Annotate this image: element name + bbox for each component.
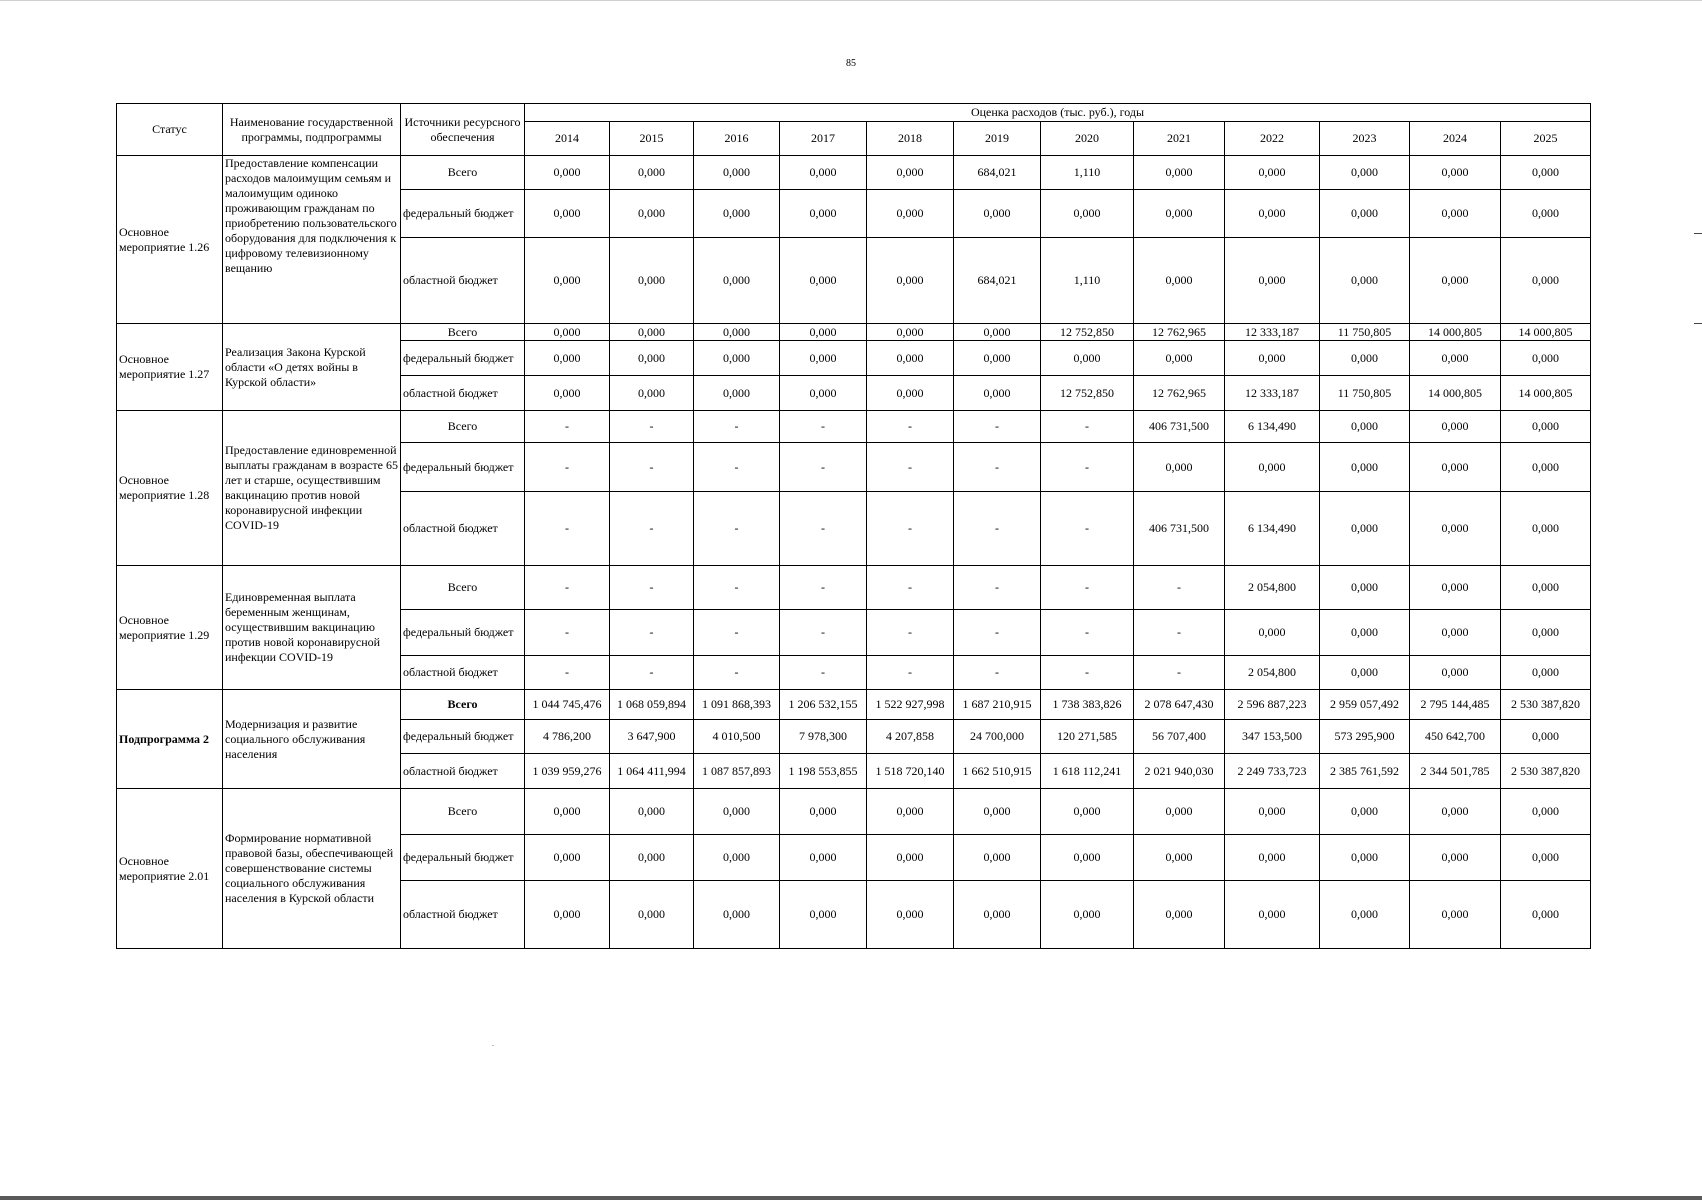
value-cell: - bbox=[1041, 492, 1134, 566]
value-cell: 0,000 bbox=[867, 341, 954, 376]
value-cell: 1 206 532,155 bbox=[780, 690, 867, 720]
value-cell: - bbox=[610, 610, 694, 656]
source-cell: федеральный бюджет bbox=[401, 835, 525, 881]
header-year: 2015 bbox=[610, 122, 694, 156]
value-cell: - bbox=[525, 411, 610, 443]
value-cell: 14 000,805 bbox=[1410, 324, 1501, 341]
source-cell: Всего bbox=[401, 566, 525, 610]
value-cell: 0,000 bbox=[1134, 835, 1225, 881]
value-cell: 0,000 bbox=[1225, 238, 1320, 324]
program-name-cell: Модернизация и развитие социального обслуживания населения bbox=[223, 690, 401, 789]
value-cell: 2 021 940,030 bbox=[1134, 754, 1225, 789]
value-cell: - bbox=[694, 610, 780, 656]
value-cell: 1 662 510,915 bbox=[954, 754, 1041, 789]
value-cell: 2 959 057,492 bbox=[1320, 690, 1410, 720]
header-year: 2019 bbox=[954, 122, 1041, 156]
value-cell: - bbox=[1134, 610, 1225, 656]
value-cell: 450 642,700 bbox=[1410, 720, 1501, 754]
value-cell: 1 518 720,140 bbox=[867, 754, 954, 789]
value-cell: 0,000 bbox=[780, 376, 867, 411]
value-cell: 0,000 bbox=[867, 190, 954, 238]
value-cell: 0,000 bbox=[694, 835, 780, 881]
value-cell: 24 700,000 bbox=[954, 720, 1041, 754]
value-cell: 0,000 bbox=[1410, 156, 1501, 190]
value-cell: - bbox=[694, 492, 780, 566]
value-cell: 2 596 887,223 bbox=[1225, 690, 1320, 720]
value-cell: 11 750,805 bbox=[1320, 324, 1410, 341]
value-cell: 0,000 bbox=[610, 881, 694, 949]
value-cell: 12 752,850 bbox=[1041, 376, 1134, 411]
value-cell: 0,000 bbox=[525, 835, 610, 881]
source-cell: федеральный бюджет bbox=[401, 443, 525, 492]
value-cell: 0,000 bbox=[1134, 238, 1225, 324]
value-cell: 0,000 bbox=[610, 341, 694, 376]
header-year: 2023 bbox=[1320, 122, 1410, 156]
value-cell: 0,000 bbox=[1501, 835, 1591, 881]
value-cell: 0,000 bbox=[1501, 341, 1591, 376]
value-cell: - bbox=[867, 610, 954, 656]
value-cell: - bbox=[525, 610, 610, 656]
value-cell: - bbox=[867, 492, 954, 566]
value-cell: 0,000 bbox=[525, 190, 610, 238]
value-cell: 0,000 bbox=[954, 190, 1041, 238]
value-cell: 0,000 bbox=[1320, 789, 1410, 835]
value-cell: 3 647,900 bbox=[610, 720, 694, 754]
value-cell: 0,000 bbox=[1041, 789, 1134, 835]
source-cell: Всего bbox=[401, 324, 525, 341]
value-cell: 2 249 733,723 bbox=[1225, 754, 1320, 789]
value-cell: 0,000 bbox=[525, 881, 610, 949]
value-cell: - bbox=[780, 566, 867, 610]
value-cell: - bbox=[525, 656, 610, 690]
value-cell: 1 039 959,276 bbox=[525, 754, 610, 789]
value-cell: 2 054,800 bbox=[1225, 566, 1320, 610]
value-cell: 0,000 bbox=[1501, 881, 1591, 949]
value-cell: 0,000 bbox=[525, 789, 610, 835]
value-cell: - bbox=[1041, 656, 1134, 690]
value-cell: - bbox=[1134, 656, 1225, 690]
value-cell: 1 687 210,915 bbox=[954, 690, 1041, 720]
value-cell: 0,000 bbox=[1501, 443, 1591, 492]
value-cell: 0,000 bbox=[1501, 238, 1591, 324]
value-cell: 0,000 bbox=[1410, 411, 1501, 443]
value-cell: 0,000 bbox=[1501, 492, 1591, 566]
value-cell: 1 087 857,893 bbox=[694, 754, 780, 789]
value-cell: 0,000 bbox=[1410, 656, 1501, 690]
value-cell: 0,000 bbox=[1134, 881, 1225, 949]
value-cell: 0,000 bbox=[694, 156, 780, 190]
value-cell: 1 064 411,994 bbox=[610, 754, 694, 789]
value-cell: 0,000 bbox=[1501, 789, 1591, 835]
value-cell: 56 707,400 bbox=[1134, 720, 1225, 754]
value-cell: 0,000 bbox=[1134, 190, 1225, 238]
value-cell: 0,000 bbox=[694, 238, 780, 324]
value-cell: 0,000 bbox=[1320, 835, 1410, 881]
value-cell: 0,000 bbox=[1501, 156, 1591, 190]
value-cell: - bbox=[1041, 443, 1134, 492]
value-cell: 0,000 bbox=[867, 156, 954, 190]
value-cell: 2 530 387,820 bbox=[1501, 754, 1591, 789]
value-cell: 1,110 bbox=[1041, 238, 1134, 324]
value-cell: - bbox=[867, 566, 954, 610]
status-cell: Основное мероприятие 1.27 bbox=[117, 324, 223, 411]
value-cell: 0,000 bbox=[1410, 881, 1501, 949]
value-cell: 0,000 bbox=[867, 835, 954, 881]
value-cell: 11 750,805 bbox=[1320, 376, 1410, 411]
value-cell: - bbox=[780, 411, 867, 443]
value-cell: 0,000 bbox=[867, 881, 954, 949]
value-cell: 0,000 bbox=[867, 789, 954, 835]
value-cell: 0,000 bbox=[1320, 411, 1410, 443]
value-cell: 0,000 bbox=[1134, 443, 1225, 492]
value-cell: 14 000,805 bbox=[1501, 376, 1591, 411]
value-cell: 0,000 bbox=[525, 376, 610, 411]
source-cell: областной бюджет bbox=[401, 754, 525, 789]
value-cell: 1 068 059,894 bbox=[610, 690, 694, 720]
value-cell: 1 198 553,855 bbox=[780, 754, 867, 789]
value-cell: 0,000 bbox=[1225, 443, 1320, 492]
table-body bbox=[117, 156, 1591, 949]
value-cell: - bbox=[954, 656, 1041, 690]
header-name: Наименование государственной программы, подпрограммы bbox=[223, 104, 401, 156]
value-cell: 0,000 bbox=[1501, 566, 1591, 610]
program-name-cell: Формирование нормативной правовой базы, обеспечивающей совершенствование системы социального обслуживания населения в Курской области bbox=[223, 789, 401, 949]
value-cell: 0,000 bbox=[1410, 443, 1501, 492]
value-cell: 406 731,500 bbox=[1134, 411, 1225, 443]
value-cell: 0,000 bbox=[1501, 411, 1591, 443]
value-cell: 0,000 bbox=[867, 376, 954, 411]
value-cell: 1 618 112,241 bbox=[1041, 754, 1134, 789]
value-cell: - bbox=[867, 443, 954, 492]
status-cell: Подпрограмма 2 bbox=[117, 690, 223, 789]
value-cell: - bbox=[954, 566, 1041, 610]
value-cell: - bbox=[1041, 610, 1134, 656]
value-cell: - bbox=[694, 566, 780, 610]
source-cell: федеральный бюджет bbox=[401, 190, 525, 238]
value-cell: 0,000 bbox=[780, 789, 867, 835]
value-cell: 0,000 bbox=[694, 341, 780, 376]
value-cell: 573 295,900 bbox=[1320, 720, 1410, 754]
header-year: 2016 bbox=[694, 122, 780, 156]
value-cell: 0,000 bbox=[525, 324, 610, 341]
value-cell: 0,000 bbox=[1410, 835, 1501, 881]
value-cell: 0,000 bbox=[1320, 238, 1410, 324]
source-cell: областной бюджет bbox=[401, 492, 525, 566]
value-cell: - bbox=[780, 610, 867, 656]
value-cell: - bbox=[1041, 411, 1134, 443]
value-cell: 0,000 bbox=[525, 341, 610, 376]
scan-edge-top bbox=[0, 0, 1702, 1]
value-cell: 0,000 bbox=[1320, 610, 1410, 656]
source-cell: Всего bbox=[401, 690, 525, 720]
value-cell: 4 010,500 bbox=[694, 720, 780, 754]
value-cell: 7 978,300 bbox=[780, 720, 867, 754]
value-cell: - bbox=[694, 656, 780, 690]
value-cell: 12 762,965 bbox=[1134, 376, 1225, 411]
value-cell: 0,000 bbox=[1320, 190, 1410, 238]
table-row bbox=[117, 690, 1591, 720]
value-cell: - bbox=[610, 443, 694, 492]
value-cell: 0,000 bbox=[1320, 566, 1410, 610]
value-cell: - bbox=[694, 411, 780, 443]
program-name-cell: Предоставление единовременной выплаты гражданам в возрасте 65 лет и старше, осуществившим вакцинацию против новой коронавирусной инфекции COVID-19 bbox=[223, 411, 401, 566]
value-cell: 0,000 bbox=[780, 190, 867, 238]
source-cell: Всего bbox=[401, 789, 525, 835]
value-cell: - bbox=[1134, 566, 1225, 610]
value-cell: - bbox=[780, 656, 867, 690]
value-cell: 0,000 bbox=[1501, 610, 1591, 656]
value-cell: 12 333,187 bbox=[1225, 376, 1320, 411]
value-cell: 0,000 bbox=[1410, 341, 1501, 376]
value-cell: 12 752,850 bbox=[1041, 324, 1134, 341]
value-cell: 0,000 bbox=[780, 324, 867, 341]
value-cell: - bbox=[694, 443, 780, 492]
value-cell: 12 333,187 bbox=[1225, 324, 1320, 341]
value-cell: 0,000 bbox=[1041, 341, 1134, 376]
source-cell: федеральный бюджет bbox=[401, 341, 525, 376]
value-cell: 0,000 bbox=[610, 238, 694, 324]
value-cell: 0,000 bbox=[610, 156, 694, 190]
value-cell: 0,000 bbox=[1320, 656, 1410, 690]
value-cell: 0,000 bbox=[1041, 835, 1134, 881]
value-cell: 347 153,500 bbox=[1225, 720, 1320, 754]
status-cell: Основное мероприятие 1.29 bbox=[117, 566, 223, 690]
value-cell: 0,000 bbox=[1225, 610, 1320, 656]
value-cell: 1 044 745,476 bbox=[525, 690, 610, 720]
value-cell: 1 738 383,826 bbox=[1041, 690, 1134, 720]
header-year: 2014 bbox=[525, 122, 610, 156]
value-cell: 0,000 bbox=[1134, 341, 1225, 376]
value-cell: 4 786,200 bbox=[525, 720, 610, 754]
value-cell: 0,000 bbox=[954, 881, 1041, 949]
value-cell: - bbox=[867, 656, 954, 690]
value-cell: 0,000 bbox=[780, 341, 867, 376]
value-cell: 0,000 bbox=[1320, 881, 1410, 949]
value-cell: 0,000 bbox=[1410, 190, 1501, 238]
value-cell: 4 207,858 bbox=[867, 720, 954, 754]
value-cell: 0,000 bbox=[1501, 656, 1591, 690]
table-row bbox=[117, 156, 1591, 190]
value-cell: 0,000 bbox=[1410, 492, 1501, 566]
value-cell: 0,000 bbox=[610, 376, 694, 411]
value-cell: 0,000 bbox=[1410, 238, 1501, 324]
source-cell: Всего bbox=[401, 156, 525, 190]
status-cell: Основное мероприятие 1.26 bbox=[117, 156, 223, 324]
value-cell: - bbox=[780, 492, 867, 566]
value-cell: 0,000 bbox=[610, 324, 694, 341]
value-cell: 684,021 bbox=[954, 238, 1041, 324]
value-cell: - bbox=[954, 610, 1041, 656]
value-cell: 12 762,965 bbox=[1134, 324, 1225, 341]
value-cell: 14 000,805 bbox=[1410, 376, 1501, 411]
value-cell: 6 134,490 bbox=[1225, 492, 1320, 566]
value-cell: 0,000 bbox=[954, 835, 1041, 881]
value-cell: 0,000 bbox=[694, 190, 780, 238]
value-cell: 0,000 bbox=[1225, 789, 1320, 835]
value-cell: 0,000 bbox=[1501, 720, 1591, 754]
source-cell: областной бюджет bbox=[401, 376, 525, 411]
value-cell: 0,000 bbox=[1410, 610, 1501, 656]
source-cell: федеральный бюджет bbox=[401, 720, 525, 754]
source-cell: областной бюджет bbox=[401, 238, 525, 324]
value-cell: 0,000 bbox=[694, 881, 780, 949]
value-cell: 14 000,805 bbox=[1501, 324, 1591, 341]
value-cell: - bbox=[954, 492, 1041, 566]
header-year: 2020 bbox=[1041, 122, 1134, 156]
value-cell: - bbox=[867, 411, 954, 443]
value-cell: 0,000 bbox=[525, 238, 610, 324]
value-cell: 0,000 bbox=[610, 190, 694, 238]
value-cell: 2 385 761,592 bbox=[1320, 754, 1410, 789]
header-status: Статус bbox=[117, 104, 223, 156]
value-cell: 0,000 bbox=[1041, 881, 1134, 949]
header-year: 2021 bbox=[1134, 122, 1225, 156]
value-cell: - bbox=[954, 411, 1041, 443]
value-cell: 2 795 144,485 bbox=[1410, 690, 1501, 720]
value-cell: 0,000 bbox=[867, 324, 954, 341]
status-cell: Основное мероприятие 1.28 bbox=[117, 411, 223, 566]
value-cell: 1 091 868,393 bbox=[694, 690, 780, 720]
value-cell: 0,000 bbox=[954, 341, 1041, 376]
value-cell: 0,000 bbox=[1501, 190, 1591, 238]
header-year: 2018 bbox=[867, 122, 954, 156]
value-cell: 0,000 bbox=[610, 789, 694, 835]
scan-speck bbox=[492, 1045, 494, 1046]
value-cell: 2 530 387,820 bbox=[1501, 690, 1591, 720]
value-cell: - bbox=[610, 566, 694, 610]
source-cell: областной бюджет bbox=[401, 656, 525, 690]
table-row bbox=[117, 411, 1591, 443]
value-cell: 0,000 bbox=[1225, 341, 1320, 376]
program-name-cell: Реализация Закона Курской области «О детях войны в Курской области» bbox=[223, 324, 401, 411]
value-cell: 0,000 bbox=[780, 881, 867, 949]
value-cell: - bbox=[525, 443, 610, 492]
value-cell: - bbox=[780, 443, 867, 492]
value-cell: 0,000 bbox=[1320, 443, 1410, 492]
value-cell: 2 344 501,785 bbox=[1410, 754, 1501, 789]
header-estimate: Оценка расходов (тыс. руб.), годы bbox=[525, 104, 1591, 122]
page-number: 85 bbox=[846, 58, 856, 69]
value-cell: 406 731,500 bbox=[1134, 492, 1225, 566]
value-cell: - bbox=[1041, 566, 1134, 610]
value-cell: 0,000 bbox=[1134, 789, 1225, 835]
value-cell: 0,000 bbox=[1225, 835, 1320, 881]
value-cell: 120 271,585 bbox=[1041, 720, 1134, 754]
value-cell: 0,000 bbox=[1225, 190, 1320, 238]
value-cell: 0,000 bbox=[1225, 156, 1320, 190]
table-row bbox=[117, 789, 1591, 835]
value-cell: 0,000 bbox=[1225, 881, 1320, 949]
value-cell: - bbox=[610, 656, 694, 690]
source-cell: областной бюджет bbox=[401, 881, 525, 949]
value-cell: 0,000 bbox=[1320, 492, 1410, 566]
table-row bbox=[117, 324, 1591, 341]
program-name-cell: Единовременная выплата беременным женщинам, осуществившим вакцинацию против новой коронавирусной инфекции COVID-19 bbox=[223, 566, 401, 690]
header-year: 2017 bbox=[780, 122, 867, 156]
value-cell: 0,000 bbox=[1320, 156, 1410, 190]
status-cell: Основное мероприятие 2.01 bbox=[117, 789, 223, 949]
value-cell: - bbox=[954, 443, 1041, 492]
header-year: 2025 bbox=[1501, 122, 1591, 156]
header-year: 2024 bbox=[1410, 122, 1501, 156]
value-cell: 0,000 bbox=[694, 324, 780, 341]
value-cell: 0,000 bbox=[954, 324, 1041, 341]
source-cell: Всего bbox=[401, 411, 525, 443]
value-cell: 2 054,800 bbox=[1225, 656, 1320, 690]
source-cell: федеральный бюджет bbox=[401, 610, 525, 656]
value-cell: - bbox=[525, 492, 610, 566]
table-row bbox=[117, 566, 1591, 610]
value-cell: 0,000 bbox=[1134, 156, 1225, 190]
value-cell: 0,000 bbox=[954, 789, 1041, 835]
program-name-cell: Предоставление компенсации расходов малоимущим семьям и малоимущим одиноко проживающим гражданам по приобретению пользовательского оборудования для подключения к цифровому телевизионному вещанию bbox=[223, 156, 401, 324]
value-cell: 0,000 bbox=[1320, 341, 1410, 376]
value-cell: 0,000 bbox=[610, 835, 694, 881]
header-sources: Источники ресурсного обеспечения bbox=[401, 104, 525, 156]
value-cell: 0,000 bbox=[694, 376, 780, 411]
value-cell: 6 134,490 bbox=[1225, 411, 1320, 443]
value-cell: - bbox=[610, 411, 694, 443]
budget-table bbox=[116, 103, 1591, 949]
value-cell: 0,000 bbox=[1041, 190, 1134, 238]
value-cell: 0,000 bbox=[780, 835, 867, 881]
value-cell: 2 078 647,430 bbox=[1134, 690, 1225, 720]
value-cell: 0,000 bbox=[780, 156, 867, 190]
value-cell: 0,000 bbox=[867, 238, 954, 324]
value-cell: - bbox=[610, 492, 694, 566]
value-cell: 0,000 bbox=[694, 789, 780, 835]
value-cell: - bbox=[525, 566, 610, 610]
value-cell: 684,021 bbox=[954, 156, 1041, 190]
header-year: 2022 bbox=[1225, 122, 1320, 156]
scan-edge-bottom bbox=[0, 1196, 1702, 1200]
value-cell: 1,110 bbox=[1041, 156, 1134, 190]
scan-mark bbox=[1694, 233, 1702, 234]
value-cell: 0,000 bbox=[525, 156, 610, 190]
value-cell: 0,000 bbox=[1410, 789, 1501, 835]
scan-mark bbox=[1694, 323, 1702, 324]
value-cell: 0,000 bbox=[780, 238, 867, 324]
value-cell: 0,000 bbox=[1410, 566, 1501, 610]
value-cell: 0,000 bbox=[954, 376, 1041, 411]
value-cell: 1 522 927,998 bbox=[867, 690, 954, 720]
